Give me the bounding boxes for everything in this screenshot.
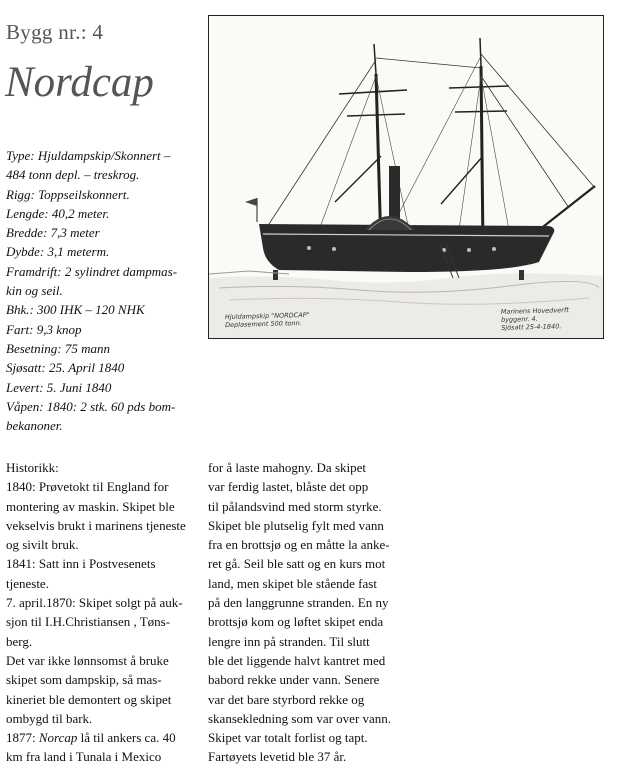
ship-name-inline: Norcap [38,730,78,746]
history-line: brottsjø kom og løftet skipet enda [208,614,384,630]
history-line: skansekledning som var over vann. [208,710,392,726]
spec-line: Våpen: 1840: 2 stk. 60 pds bom- [6,398,176,414]
spec-line: Besetning: 75 mann [6,340,110,356]
history-line: lengre inn på stranden. Til slutt [208,633,370,649]
spec-line: 484 tonn depl. – treskrog. [6,167,140,183]
spec-line: Dybde: 3,1 meterm. [6,244,110,260]
drawing-caption-right: Marinens Hovedverft byggenr. 4. Sjösatt 25-4-1840. [500,306,569,332]
spec-line: Lengde: 40,2 meter. [6,205,110,221]
history-line: var ferdig lastet, blåste det opp [208,479,369,495]
spec-line: Type: Hjuldampskip/Skonnert – [6,148,171,163]
history-line: land, men skipet ble stående fast [208,575,377,591]
history-line: montering av maskin. Skipet ble [6,498,175,514]
history-line: 1877: Norcap lå til ankers ca. 40 [6,730,176,746]
history-line: ble det liggende halvt kantret med [208,652,386,668]
build-number: Bygg nr.: 4 [6,20,104,44]
spec-line: Bredde: 7,3 meter [6,225,100,241]
history-column-right [208,458,401,767]
history-line: fra en brottsjø og en måtte la anke- [208,537,390,553]
history-line: 1841: Satt inn i Postvesenets [6,556,156,572]
history-line: for å laste mahogny. Da skipet [208,460,366,475]
history-line: tjeneste. [6,575,49,591]
history-line: 7. april.1870: Skipet solgt på auk- [6,595,183,611]
history-line: babord rekke under vann. Senere [208,672,380,688]
history-line: og sivilt bruk. [6,537,79,553]
spec-line: Sjøsatt: 25. April 1840 [6,360,125,376]
ship-name-title: Nordcap [5,59,154,106]
history-column-left [6,458,196,767]
spec-line: Levert: 5. Juni 1840 [6,379,112,395]
history-line: Fartøyets levetid ble 37 år. [208,749,347,765]
drawing-caption-left: Hjuldampskip "NORDCAP" Deplasement 500 tonn. [224,310,310,330]
spec-line: Rigg: Toppseilskonnert. [6,186,130,202]
history-line: på den langgrunne stranden. En ny [208,595,389,611]
ship-drawing [208,15,604,339]
spec-line: Framdrift: 2 sylindret dampmas- [6,263,178,279]
history-line: skipet som dampskip, så mas- [6,672,162,688]
spec-line: Fart: 9,3 knop [6,321,82,337]
history-line: kineriet ble demontert og skipet [6,691,172,707]
history-line: sjon til I.H.Christiansen , Tøns- [6,614,171,630]
history-line: til pålandsvind med storm styrke. [208,498,382,514]
history-line: Skipet var totalt forlist og tapt. [208,730,368,746]
spec-list [6,146,196,435]
ship-illustration [209,16,603,338]
history-line: km fra land i Tunala i Mexico [6,749,162,765]
history-line: Skipet ble plutselig fylt med vann [208,517,384,533]
history-line: Det var ikke lønnsomst å bruke [6,652,169,668]
history-line: var det bare styrbord rekke og [208,691,365,707]
history-line: berg. [6,633,33,649]
spec-line: Bhk.: 300 IHK – 120 NHK [6,302,145,318]
history-line: ombygd til bark. [6,710,93,726]
history-line: Historikk: [6,460,59,475]
spec-line: kin og seil. [6,283,63,299]
history-line: vekselvis brukt i marinens tjeneste [6,517,186,533]
spec-line: bekanoner. [6,418,63,434]
history-line: 1840: Prøvetokt til England for [6,479,169,495]
history-line: ret gå. Seil ble satt og en kurs mot [208,556,386,572]
